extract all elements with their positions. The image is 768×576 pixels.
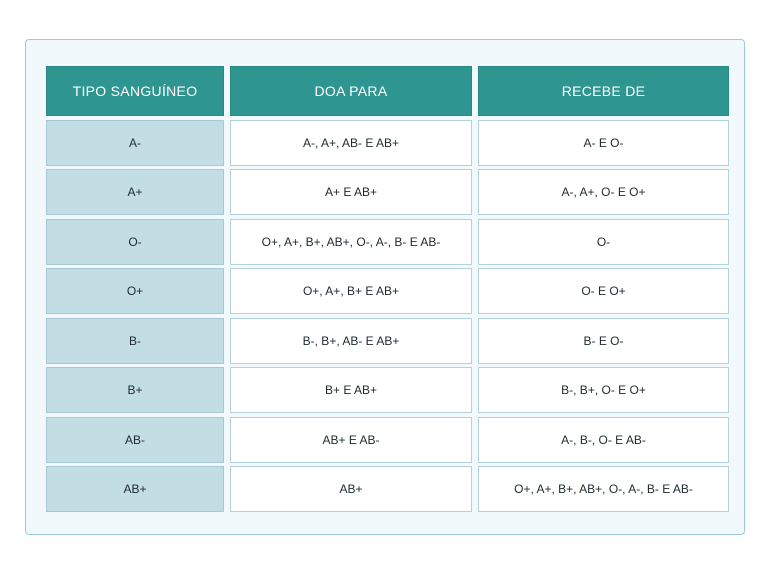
row-blood-type: O+: [46, 268, 224, 314]
row-blood-type: AB-: [46, 417, 224, 463]
row-receives-from: O- E O+: [478, 268, 729, 314]
row-receives-from: B-, B+, O- E O+: [478, 367, 729, 413]
row-donates-to: O+, A+, B+, AB+, O-, A-, B- E AB-: [230, 219, 472, 265]
row-blood-type: AB+: [46, 466, 224, 512]
row-donates-to: B+ E AB+: [230, 367, 472, 413]
row-blood-type: A+: [46, 169, 224, 215]
row-receives-from: O-: [478, 219, 729, 265]
row-donates-to: AB+ E AB-: [230, 417, 472, 463]
row-receives-from: A-, A+, O- E O+: [478, 169, 729, 215]
row-donates-to: A+ E AB+: [230, 169, 472, 215]
row-receives-from: B- E O-: [478, 318, 729, 364]
row-receives-from: A- E O-: [478, 120, 729, 166]
header-blood-type: TIPO SANGUÍNEO: [46, 66, 224, 116]
header-donates-to: DOA PARA: [230, 66, 472, 116]
row-blood-type: B+: [46, 367, 224, 413]
row-blood-type: A-: [46, 120, 224, 166]
row-blood-type: B-: [46, 318, 224, 364]
row-donates-to: A-, A+, AB- E AB+: [230, 120, 472, 166]
blood-type-card: [25, 39, 745, 535]
row-donates-to: O+, A+, B+ E AB+: [230, 268, 472, 314]
row-receives-from: A-, B-, O- E AB-: [478, 417, 729, 463]
row-blood-type: O-: [46, 219, 224, 265]
blood-compatibility-table: [46, 66, 729, 512]
header-receives-from: RECEBE DE: [478, 66, 729, 116]
row-receives-from: O+, A+, B+, AB+, O-, A-, B- E AB-: [478, 466, 729, 512]
row-donates-to: B-, B+, AB- E AB+: [230, 318, 472, 364]
row-donates-to: AB+: [230, 466, 472, 512]
